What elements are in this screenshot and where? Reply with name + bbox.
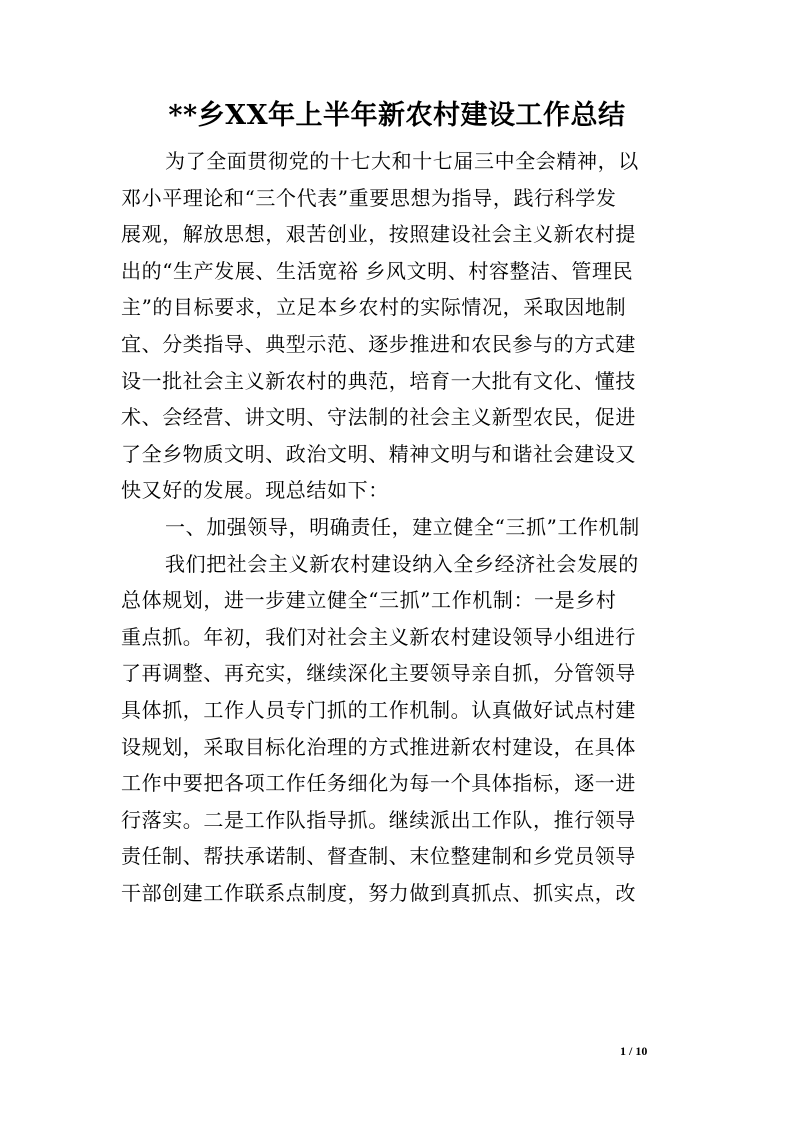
paragraph-line: 了再调整、再充实，继续深化主要领导亲自抓，分管领导 xyxy=(121,661,636,686)
paragraph-line: 重点抓。年初，我们对社会主义新农村建设领导小组进行 xyxy=(121,624,636,649)
paragraph-line: 快又好的发展。现总结如下： xyxy=(121,478,389,503)
page-number: 1 / 10 xyxy=(620,1044,648,1058)
paragraph-line: 干部创建工作联系点制度，努力做到真抓点、抓实点，改 xyxy=(121,880,636,905)
paragraph-line: 我们把社会主义新农村建设纳入全乡经济社会发展的 xyxy=(165,551,639,576)
paragraph-line: 邓小平理论和“三个代表”重要思想为指导，践行科学发 xyxy=(121,185,617,210)
document-title: **乡XX年上半年新农村建设工作总结 xyxy=(168,100,626,131)
paragraph-line: 为了全面贯彻党的十七大和十七届三中全会精神，以 xyxy=(165,149,639,173)
paragraph-line: 设规划，采取目标化治理的方式推进新农村建设，在具体 xyxy=(121,734,636,759)
paragraph-line: 展观，解放思想，艰苦创业，按照建设社会主义新农村提 xyxy=(121,222,636,247)
paragraph-line: 工作中要把各项工作任务细化为每一个具体指标，逐一进 xyxy=(121,771,636,796)
paragraph-line: 了全乡物质文明、政治文明、精神文明与和谐社会建设又 xyxy=(121,441,636,466)
document-body xyxy=(121,143,681,911)
paragraph-line: 主”的目标要求，立足本乡农村的实际情况，采取因地制 xyxy=(121,295,627,320)
paragraph-line: 设一批社会主义新农村的典范，培育一大批有文化、懂技 xyxy=(121,368,636,393)
section-heading: 一、加强领导，明确责任，建立健全“三抓”工作机制 xyxy=(165,514,640,539)
paragraph-line: 宜、分类指导、典型示范、逐步推进和农民参与的方式建 xyxy=(121,331,636,356)
paragraph-line: 具体抓，工作人员专门抓的工作机制。认真做好试点村建 xyxy=(121,697,636,722)
paragraph-line: 责任制、帮扶承诺制、督查制、末位整建制和乡党员领导 xyxy=(121,844,636,869)
paragraph-line: 行落实。二是工作队指导抓。继续派出工作队，推行领导 xyxy=(121,807,636,832)
paragraph-line: 总体规划，进一步建立健全“三抓”工作机制：一是乡村 xyxy=(121,588,617,613)
paragraph-line: 出的“生产发展、生活宽裕 乡风文明、村容整洁、管理民 xyxy=(121,258,634,283)
paragraph-line: 术、会经营、讲文明、守法制的社会主义新型农民，促进 xyxy=(121,405,636,430)
